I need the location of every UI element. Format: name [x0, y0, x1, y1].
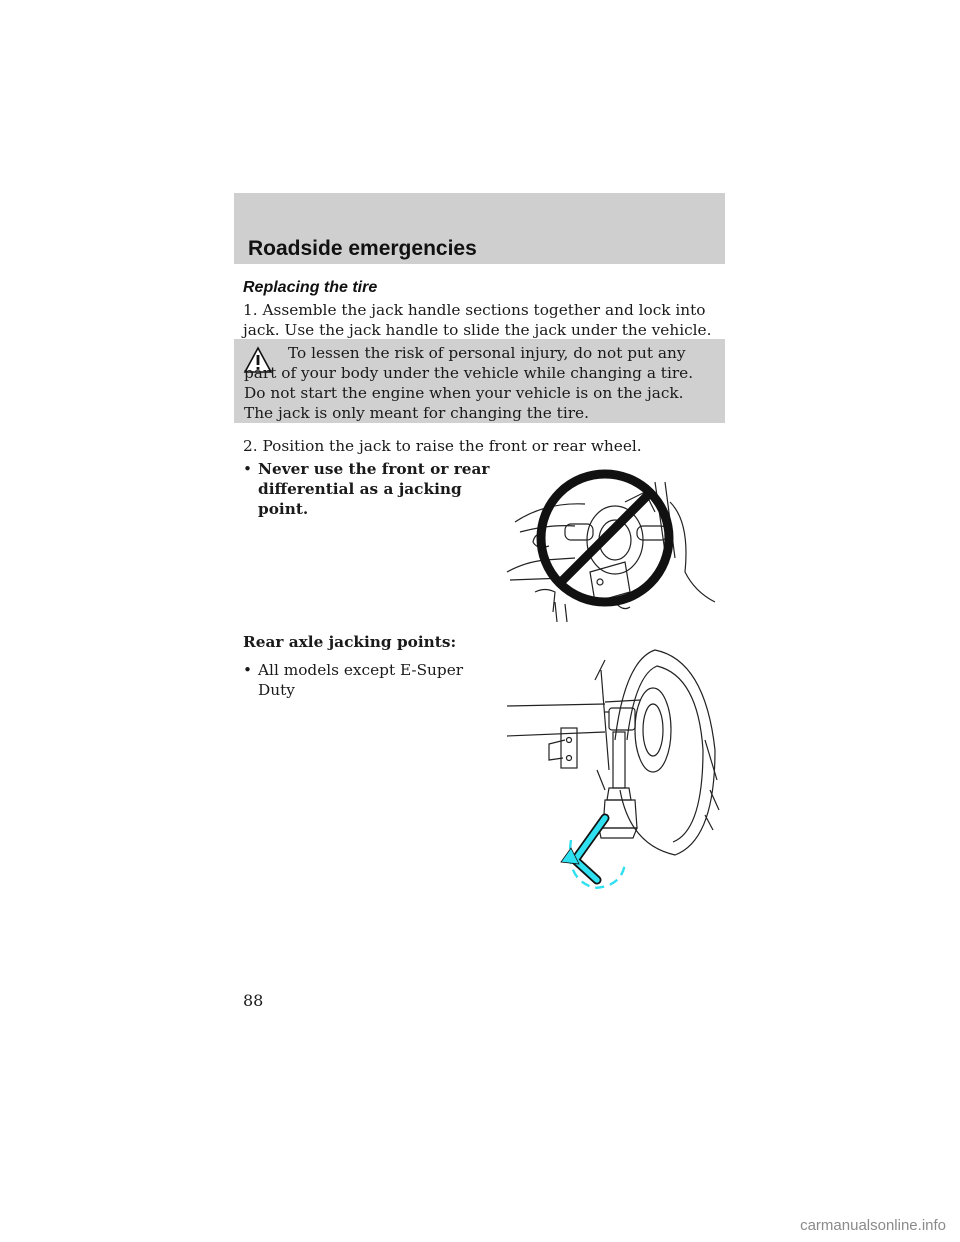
page-number: 88 [243, 991, 264, 1010]
watermark: carmanualsonline.info [800, 1217, 946, 1234]
section-header-title: Roadside emergencies [248, 237, 477, 260]
differential-prohibited-illustration [505, 462, 725, 624]
rear-axle-heading: Rear axle jacking points: [243, 633, 457, 651]
warning-box [234, 339, 725, 423]
all-models-bullet [243, 660, 503, 700]
warning-text: To lessen the risk of personal injury, do not put any part of your body under the vehicle while changing a tire. Do not start the engine when your vehicle is on the jack. The jack is only meant for changing the tire. [244, 344, 694, 422]
bullet-dot: • [243, 460, 253, 478]
all-models-text: All models except E-Super Duty [258, 661, 464, 699]
differential-bullet [243, 459, 493, 519]
differential-warning-text: Never use the front or rear differential as a jacking point. [258, 460, 490, 518]
step-2-text: 2. Position the jack to raise the front or rear wheel. [243, 437, 642, 455]
step-1-text: 1. Assemble the jack handle sections together and lock into jack. Use the jack handle to slide the jack under the vehicle. [243, 301, 712, 339]
bullet-dot: • [243, 661, 253, 679]
section-header-band [234, 193, 725, 264]
rear-axle-jack-illustration [505, 640, 727, 892]
section-heading: Replacing the tire [243, 279, 378, 296]
